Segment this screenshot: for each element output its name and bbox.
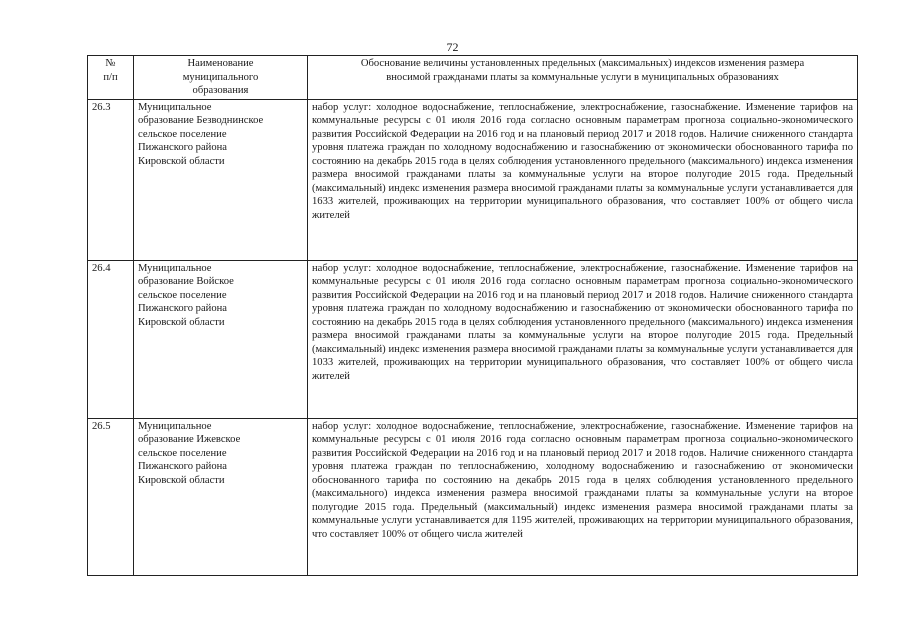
row-municipality: Муниципальное образование Безводнинское сельское поселение Пижанского района Кировской области bbox=[134, 99, 308, 260]
tariff-index-table bbox=[87, 55, 858, 576]
table-row bbox=[88, 418, 858, 575]
row-number: 26.3 bbox=[88, 99, 134, 260]
table-row bbox=[88, 260, 858, 418]
table-header-row bbox=[88, 56, 858, 100]
row-number: 26.5 bbox=[88, 418, 134, 575]
header-municipality: Наименование муниципального образования bbox=[134, 56, 308, 100]
row-justification: набор услуг: холодное водоснабжение, теплоснабжение, электроснабжение, газоснабжение. Изменение тарифов на коммунальные ресурсы с 01 июля 2016 года согласно основным параметрам прогноза социально-экономического развития Российской Федерации на 2016 год и на плановый период 2017 и 2018 годов. Наличие сниженного стандарта уровня платежа граждан по холодному водоснабжению и газоснабжению от экономически обоснованного тарифа по состоянию на декабрь 2015 года в целях соблюдения установленного предельного (максимального) индекса изменения размера вносимой гражданами платы за коммунальные услуги на второе полугодие 2015 года. Предельный (максимальный) индекс изменения размера вносимой гражданами платы за коммунальные услуги устанавливается для 1633 жителей, проживающих на территории муниципального образования, что составляет 100% от общего числа жителей bbox=[308, 99, 858, 260]
row-municipality: Муниципальное образование Войское сельское поселение Пижанского района Кировской области bbox=[134, 260, 308, 418]
row-justification: набор услуг: холодное водоснабжение, теплоснабжение, электроснабжение, газоснабжение. Изменение тарифов на коммунальные ресурсы с 01 июля 2016 года согласно основным параметрам прогноза социально-экономического развития Российской Федерации на 2016 год и на плановый период 2017 и 2018 годов. Наличие сниженного стандарта уровня платежа граждан по холодному водоснабжению и газоснабжению от экономически обоснованного тарифа по состоянию на декабрь 2015 года в целях соблюдения установленного предельного (максимального) индекса изменения размера вносимой гражданами платы за коммунальные услуги на второе полугодие 2015 года. Предельный (максимальный) индекс изменения размера вносимой гражданами платы за коммунальные услуги устанавливается для 1033 жителей, проживающих на территории муниципального образования, что составляет 100% от общего числа жителей bbox=[308, 260, 858, 418]
row-municipality: Муниципальное образование Ижевское сельское поселение Пижанского района Кировской области bbox=[134, 418, 308, 575]
header-number: № п/п bbox=[88, 56, 134, 100]
row-number: 26.4 bbox=[88, 260, 134, 418]
header-justification: Обоснование величины установленных предельных (максимальных) индексов изменения размера вносимой гражданами платы за коммунальные услуги в муниципальных образованиях bbox=[308, 56, 858, 100]
page-number: 72 bbox=[446, 40, 459, 54]
row-justification: набор услуг: холодное водоснабжение, теплоснабжение, электроснабжение, газоснабжение. Изменение тарифов на коммунальные ресурсы с 01 июля 2016 года согласно основным параметрам прогноза социально-экономического развития Российской Федерации на 2016 год и на плановый период 2017 и 2018 годов. Наличие сниженного стандарта уровня платежа граждан по теплоснабжению, холодному водоснабжению и газоснабжению от экономически обоснованного тарифа по состоянию на декабрь 2015 года в целях соблюдения установленного предельного (максимального) индекса изменения размера вносимой гражданами платы за коммунальные услуги на второе полугодие 2015 года. Предельный (максимальный) индекс изменения размера вносимой гражданами платы за коммунальные услуги устанавливается для 1195 жителей, проживающих на территории муниципального образования, что составляет 100% от общего числа жителей bbox=[308, 418, 858, 575]
table-row bbox=[88, 99, 858, 260]
